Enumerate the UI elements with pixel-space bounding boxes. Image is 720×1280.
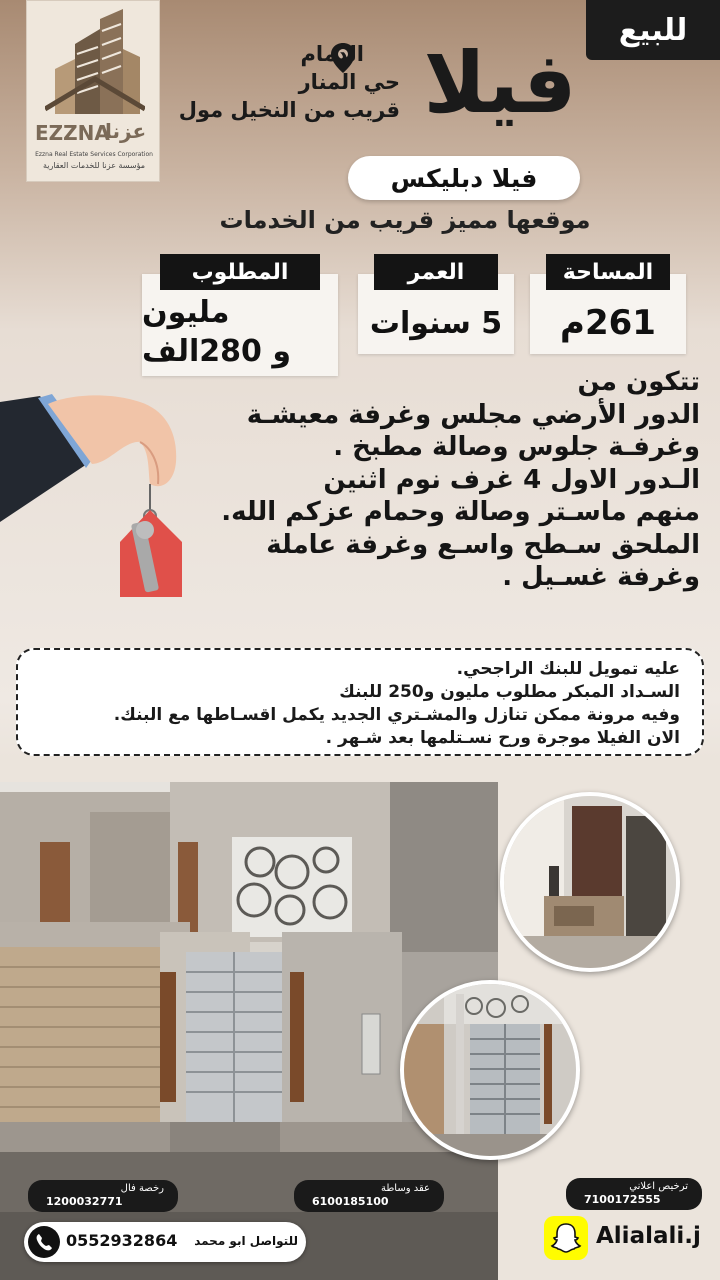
contact-pill[interactable]: [24, 1222, 306, 1262]
contact-label: للتواصل ابو محمد: [194, 1234, 298, 1248]
company-logo: [26, 0, 160, 182]
description-line: تتكون من: [577, 367, 700, 397]
page-title: فيلا: [423, 34, 577, 132]
brokerage-contract-number: 6100185100: [312, 1195, 389, 1208]
description-line: منهم ماسـتر وصالة وحمام عزكم الله.: [221, 497, 700, 527]
brokerage-contract-label: عقد وساطة: [380, 1183, 430, 1194]
location-landmark: قريب من النخيل مول: [178, 98, 400, 122]
fal-license-pill: [28, 1180, 178, 1212]
description-line: الـدور الاول 4 غرف نوم اثنين: [323, 464, 700, 495]
interior-photo-circle: [500, 792, 680, 972]
spec-price-line1: مليون: [142, 294, 230, 330]
finance-info-box: [16, 648, 704, 756]
finance-line: عليه تمويل للبنك الراجحي.: [456, 659, 680, 679]
spec-age-header: العمر: [374, 254, 498, 290]
location-district: حي المنار: [298, 70, 400, 94]
snapchat-handle-text[interactable]: Alialali.j: [596, 1223, 701, 1249]
description: [180, 366, 700, 594]
spec-area-header: المساحة: [546, 254, 670, 290]
spec-area-value: 261م: [560, 303, 656, 343]
ad-license-label: ترخيص اعلاني: [629, 1181, 688, 1192]
gate-photo-circle: [400, 980, 580, 1160]
snapchat-icon: [544, 1216, 588, 1260]
finance-line: الان الفيلا موجرة ورح نسـتلمها بعد شـهر .: [325, 728, 680, 748]
building-icon: [45, 9, 145, 119]
logo-corp-ar: مؤسسة عزنا للخدمات العقارية: [42, 161, 146, 170]
description-line: وغرفة غسـيل .: [502, 562, 700, 592]
location-city: الدمام: [300, 42, 364, 66]
finance-line: وفيه مرونة ممكن تنازل والمشـتري الجديد يكمل اقسـاطها مع البنك.: [113, 705, 680, 725]
spec-price-line2: و 280الف: [142, 333, 291, 369]
phone-icon: [28, 1226, 60, 1258]
tagline: موقعها مميز قريب من الخدمات: [219, 206, 591, 234]
logo-brand-en: EZZNA: [35, 121, 110, 145]
location-block: [170, 40, 400, 124]
hand-with-key-icon: [0, 392, 190, 607]
ad-license-pill: [566, 1178, 702, 1210]
snapchat-handle[interactable]: [540, 1214, 712, 1262]
logo-corp-en: Ezzna Real Estate Services Corporation: [35, 151, 153, 158]
fal-license-number: 1200032771: [46, 1195, 123, 1208]
fal-license-label: رخصة فال: [120, 1183, 164, 1194]
logo-brand-ar: عزنا: [105, 119, 147, 143]
spec-age-value: 5 سنوات: [369, 305, 503, 341]
description-line: الدور الأرضي مجلس وغرفة معيشـة: [246, 399, 700, 430]
ad-license-number: 7100172555: [584, 1193, 661, 1206]
description-line: الملحق سـطح واسـع وغرفة عاملة: [266, 529, 700, 560]
spec-price-header: المطلوب: [160, 254, 320, 290]
finance-line: السـداد المبكر مطلوب مليون و250 للبنك: [339, 682, 680, 702]
for-sale-badge: للبيع: [586, 0, 720, 60]
brokerage-contract-pill: [294, 1180, 444, 1212]
description-line: وغرفـة جلوس وصالة مطبخ .: [333, 432, 700, 462]
villa-type-pill: فيلا دبليكس: [348, 156, 580, 200]
contact-phone[interactable]: 0552932864: [66, 1231, 178, 1250]
